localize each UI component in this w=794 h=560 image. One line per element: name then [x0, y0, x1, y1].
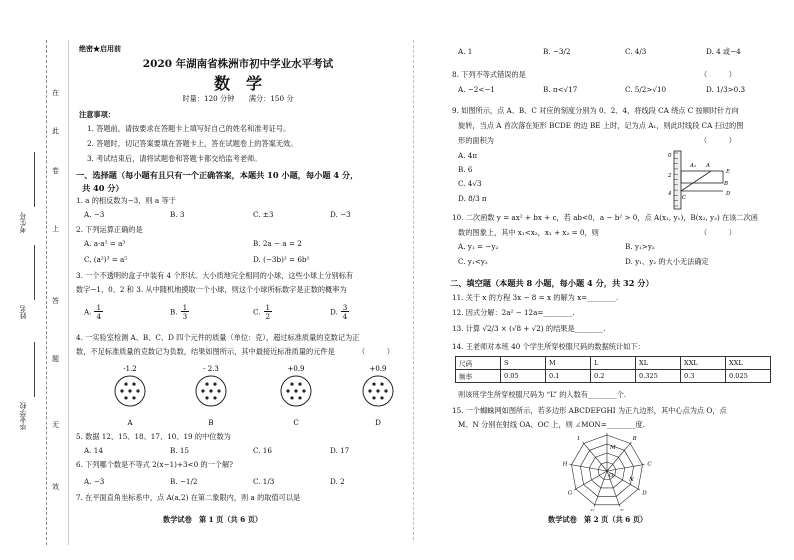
- binding-field-label: 姓名: [19, 305, 27, 319]
- q3-opt-fraction: [181, 304, 190, 320]
- q10-opt-c: C. y₁<y₂: [458, 257, 488, 266]
- q4-component-dot: [128, 389, 131, 392]
- q14-header-cell: L: [591, 357, 636, 370]
- q1-stem: 1. a 的相反数为−3，则 a 等于: [76, 196, 176, 205]
- q4-component: [196, 365, 226, 427]
- notice-item-1: 1. 答题前，请按要求在答题卡上填写好自己的姓名和准考证号。: [87, 124, 291, 133]
- q15-vertex-label: G: [567, 490, 573, 497]
- q2-opt-d: D. (−3b)² = 6b²: [253, 255, 310, 264]
- q9-rotation-figure: [666, 147, 756, 212]
- q8-paren: （ ）: [700, 70, 736, 79]
- q3-option: [253, 304, 272, 320]
- q14-cell: 0.1: [546, 370, 591, 383]
- q15-vertex-label: [589, 509, 594, 511]
- q9-line-3: 形的面积为: [458, 136, 494, 145]
- q4-component-dot: [120, 389, 123, 392]
- q3-opt-letter: C.: [253, 307, 261, 317]
- q8-opt-b: B. π<√17: [543, 85, 578, 94]
- q4-component-dot: [294, 389, 297, 392]
- q2-stem: 2. 下列运算正确的是: [76, 225, 143, 234]
- q5-stem: 5. 数据 12、15、18、17、10、19 的中位数为: [76, 432, 231, 441]
- q2-opt-a: A. a·a² = a³: [84, 239, 126, 248]
- q9-paren: （ ）: [700, 136, 736, 145]
- q4-component-dot: [372, 382, 375, 385]
- q10-line-2: 数的图象上，其中 x₁<x₂，x₁ + x₂ = 0，则: [458, 228, 599, 237]
- q3-opt-letter: B.: [170, 307, 178, 317]
- q4-paren: （ ）: [358, 347, 394, 356]
- q4-component-value: +0.9: [287, 365, 305, 373]
- q15-line-2: M、N 分别在射线 OA、OC 上，则 ∠MON=________度.: [458, 420, 645, 429]
- notice-item-3: 3. 考试结束后，请将试题卷和答题卡都交给监考老师。: [87, 154, 262, 163]
- q9-figure-label: 0: [668, 153, 672, 159]
- q6-opt-b: B. −1/2: [170, 477, 198, 486]
- q11: 11. 关于 x 的方程 3x − 8 = x 的解为 x=________.: [452, 293, 619, 302]
- seal-char: 无: [52, 421, 59, 429]
- seal-char: 卷: [52, 167, 59, 175]
- seal-char: 答: [52, 297, 59, 305]
- q15-spiderweb-figure: [555, 431, 665, 511]
- section1-heading-2: 共 40 分）: [82, 183, 124, 193]
- q4-component-dot: [298, 396, 301, 399]
- q3-opt-num: 1: [96, 303, 102, 312]
- q4-component-label: C: [293, 419, 299, 427]
- q3-stem-1: 3. 一个不透明的盒子中装有 4 个形状、大小质地完全相同的小球，这些小球上分别标有: [76, 271, 354, 280]
- q3-opt-fraction: [94, 304, 103, 320]
- q7-opt-a: A. 1: [458, 47, 473, 56]
- q4-component-dot: [290, 396, 293, 399]
- q9-figure-label: 4: [668, 191, 672, 197]
- q7-opt-b: B. −3/2: [543, 47, 571, 56]
- q9-opt-a: A. 4π: [458, 151, 478, 160]
- q9-line-2: 旋转，当点 A 首次落在矩形 BCDE 的边 BE 上时，记为点 A₁，则此时线段 CA 扫过的图: [458, 121, 744, 130]
- section1-heading: 一、选择题（每小题有且只有一个正确答案，本题共 10 小题，每小题 4 分，: [76, 170, 359, 180]
- q10-paren: （ ）: [700, 228, 736, 237]
- q14-cell: 0.325: [636, 370, 681, 383]
- q14-cell: 频率: [456, 370, 501, 383]
- q4-component-dot: [205, 396, 208, 399]
- q4-component-value: +0.9: [369, 365, 387, 373]
- q8-stem: 8. 下列不等式错误的是: [452, 70, 526, 79]
- seal-char: 在: [52, 89, 59, 97]
- q3-opt-den: 3: [182, 312, 188, 322]
- exam-time: 时量：120 分钟 满分：150 分: [182, 94, 294, 103]
- q4-stem-2: 数，不足标准质量的克数记为负数，结果如图所示，其中最接近标准质量的元件是: [76, 347, 335, 356]
- q6-opt-a: A. −3: [84, 477, 105, 486]
- q14-cell: 0.2: [591, 370, 636, 383]
- seal-char: 题: [52, 355, 59, 363]
- q3-opt-den: 2: [265, 312, 271, 322]
- q4-component-dot: [209, 389, 212, 392]
- q4-component-dot: [132, 382, 135, 385]
- q4-component-value: - 2.3: [203, 365, 219, 373]
- q3-opt-num: 1: [182, 303, 188, 312]
- q3-opt-letter: D.: [330, 307, 338, 317]
- q4-component-label: B: [208, 419, 214, 427]
- q5-opt-b: B. 15: [170, 446, 189, 455]
- q6-opt-c: C. 1/3: [253, 477, 275, 486]
- q3-option: [170, 304, 189, 320]
- footer-page-1: 数学试卷 第 1 页（共 6 页）: [163, 515, 263, 524]
- q4-component-dot: [380, 396, 383, 399]
- q4-component-dot: [290, 382, 293, 385]
- binding-dashed-line: [46, 40, 47, 545]
- page-divider: [413, 40, 414, 540]
- q14-after: 则该班学生所穿校服尺码为 “L” 的人数有________个.: [458, 390, 627, 399]
- q15-vertex-label: B: [632, 436, 637, 443]
- q4-component-dot: [213, 396, 216, 399]
- q15-vertex-label: C: [647, 461, 652, 468]
- q15-web-spoke: [607, 464, 644, 471]
- binding-field-label: 毕业学校: [19, 402, 27, 430]
- q15-vertex-label: I: [577, 436, 580, 443]
- exam-title: 2020 年湖南省株洲市初中学业水平考试: [142, 58, 334, 70]
- q4-component-dot: [124, 396, 127, 399]
- q14-header-cell: XXL: [726, 357, 771, 370]
- q9-figure-label: C: [682, 195, 687, 201]
- q9-segment: [681, 171, 711, 191]
- q5-opt-c: C. 16: [253, 446, 272, 455]
- q2-opt-c: C. (a²)³ = a⁵: [84, 255, 128, 264]
- q10-opt-a: A. y₁ = −y₂: [458, 242, 499, 251]
- q15-vertex-label: [619, 509, 624, 511]
- notice-item-2: 2. 答题时，切记答案要填在答题卡上，答在试题卷上的答案无效。: [87, 139, 298, 148]
- binding-field-line: [34, 342, 35, 397]
- seal-char: 此: [52, 127, 59, 135]
- q5-opt-d: D. 17: [330, 446, 350, 455]
- q4-component-label: D: [375, 419, 381, 427]
- q1-opt-a: A. −3: [84, 210, 105, 219]
- q7-stem: 7. 在平面直角坐标系中，点 A(a,2) 在第二象限内，则 a 的取值可以是: [76, 493, 301, 502]
- q9-opt-b: B. 6: [458, 165, 473, 174]
- binding-dashed-line-inner: [68, 40, 69, 545]
- q8-opt-c: C. 5/2>√10: [625, 85, 667, 94]
- q3-opt-fraction: [341, 304, 350, 320]
- q2-opt-b: B. 2a − a = 2: [253, 239, 302, 248]
- q4-component-dot: [302, 389, 305, 392]
- q3-opt-den: 4: [342, 312, 348, 322]
- q4-stem-1: 4. 一实验室检测 A、B、C、D 四个元件的质量（单位：克），超过标准质量的克数记为正: [76, 333, 360, 342]
- q4-component-dot: [372, 396, 375, 399]
- q8-opt-d: D. 1/3>0.3: [706, 85, 746, 94]
- q4-component: [363, 365, 393, 427]
- q4-component-dot: [124, 382, 127, 385]
- q10-line-1: 10. 二次函数 y = ax² + bx + c，若 ab<0，a − b² > 0，点 A(x₁, y₁)，B(x₂, y₂) 在该二次函: [452, 213, 758, 222]
- q8-opt-a: A. −2<−1: [458, 85, 495, 94]
- q14-cell: 0.025: [726, 370, 771, 383]
- q3-opt-num: 1: [265, 303, 271, 312]
- q4-component-dot: [136, 389, 139, 392]
- q4-component-dot: [376, 389, 379, 392]
- q9-opt-c: C. 4√3: [458, 179, 482, 188]
- q9-opt-d: D. 8/3 π: [458, 194, 487, 203]
- q9-figure-label: B: [724, 181, 729, 187]
- q4-component-dot: [205, 382, 208, 385]
- q9-line-1: 9. 如图所示，点 A、B、C 对应的刻度分别为 0、2、4，将线段 CA 绕点 C 按顺时针方向: [452, 106, 739, 115]
- section2-heading: 二、填空题（本题共 8 小题，每小题 4 分，共 32 分）: [450, 278, 654, 288]
- secret-label: 绝密★启用前: [79, 44, 121, 53]
- q14-cell: 0.3: [681, 370, 726, 383]
- q4-component-dot: [380, 382, 383, 385]
- q5-opt-a: A. 14: [84, 446, 103, 455]
- q15-vertex-label: [604, 431, 609, 432]
- q14-cell: 0.05: [501, 370, 546, 383]
- q15-line-1: 15. 一个蜘蛛网如图所示，若多边形 ABCDEFGHI 为正九边形，其中心点为点 O，点: [452, 406, 727, 415]
- q3-option: [84, 304, 103, 320]
- q14-header-cell: S: [501, 357, 546, 370]
- q12: 12. 因式分解：2a² − 12a=________.: [452, 308, 575, 317]
- q14-header-cell: XXL: [681, 357, 726, 370]
- q4-component-dot: [201, 389, 204, 392]
- q3-opt-num: 3: [342, 303, 348, 312]
- q3-opt-fraction: [264, 304, 273, 320]
- q9-figure-label: 2: [668, 173, 672, 179]
- q14-frequency-table: [455, 356, 771, 383]
- q15-vertex-label: D: [642, 490, 647, 497]
- q6-stem: 6. 下列哪个数是不等式 2(x−1)+3<0 的一个解?: [76, 460, 234, 469]
- q10-opt-d: D. y₁、y₂ 的大小无法确定: [625, 257, 709, 266]
- q4-component-dot: [217, 389, 220, 392]
- q9-figure-label: D: [726, 191, 731, 197]
- q4-component-dot: [286, 389, 289, 392]
- q4-component-dot: [368, 389, 371, 392]
- q15-web-spoke: [570, 464, 607, 471]
- q4-components-figure: [78, 363, 398, 433]
- q1-opt-b: B. 3: [170, 210, 185, 219]
- q4-component-dot: [213, 382, 216, 385]
- q10-opt-b: B. y₁>y₂: [625, 242, 655, 251]
- q15-center-label: O: [609, 473, 614, 479]
- notice-heading: 注意事项：: [79, 110, 115, 119]
- q4-component-dot: [132, 396, 135, 399]
- q13: 13. 计算 √2/3 × (√8 + √2) 的结果是________.: [452, 324, 606, 333]
- q15-point-label: N: [629, 477, 634, 483]
- q14-data-row: [456, 370, 771, 383]
- q14-header-cell: XL: [636, 357, 681, 370]
- q14-header-row: [456, 357, 771, 370]
- subject-title: 数 学: [213, 74, 262, 93]
- q15-vertex-label: H: [562, 461, 568, 468]
- q4-component-value: -1.2: [123, 365, 137, 373]
- q4-component: [115, 365, 145, 427]
- q4-component-dot: [298, 382, 301, 385]
- binding-field-line: [34, 152, 35, 207]
- q3-stem-2: 数字−1、0、2 和 3. 从中随机地摸取一个小球，则这个小球所标数字是正数的概率为: [76, 285, 347, 294]
- q7-opt-d: D. 4 或−4: [706, 47, 741, 56]
- q14-header-cell: 尺码: [456, 357, 501, 370]
- q14-header-cell: M: [546, 357, 591, 370]
- footer-page-2: 数学试卷 第 2 页（共 6 页）: [548, 515, 648, 524]
- q9-figure-label: E: [726, 169, 731, 175]
- q15-point-label: M: [610, 445, 616, 451]
- q9-figure-label: A: [706, 163, 710, 169]
- seal-char: 上: [52, 225, 59, 233]
- seal-char: 效: [52, 483, 59, 491]
- q14-stem: 14. 王老师对本班 40 个学生所穿校服尺码的数据统计如下：: [452, 342, 645, 351]
- q4-component-dot: [384, 389, 387, 392]
- q3-opt-den: 4: [96, 312, 102, 322]
- q9-ruler: [674, 151, 681, 209]
- q1-opt-c: C. ±3: [253, 210, 274, 219]
- q4-component: [281, 365, 311, 427]
- q3-opt-letter: A.: [84, 307, 92, 317]
- binding-field-line: [34, 245, 35, 300]
- q9-figure-label: A₁: [690, 163, 697, 169]
- q3-option: [330, 304, 349, 320]
- q1-opt-d: D. −3: [330, 210, 351, 219]
- q6-opt-d: D. 2: [330, 477, 345, 486]
- q7-opt-c: C. 4/3: [625, 47, 647, 56]
- binding-field-label: 考生号: [19, 212, 27, 233]
- q4-component-label: A: [127, 419, 133, 427]
